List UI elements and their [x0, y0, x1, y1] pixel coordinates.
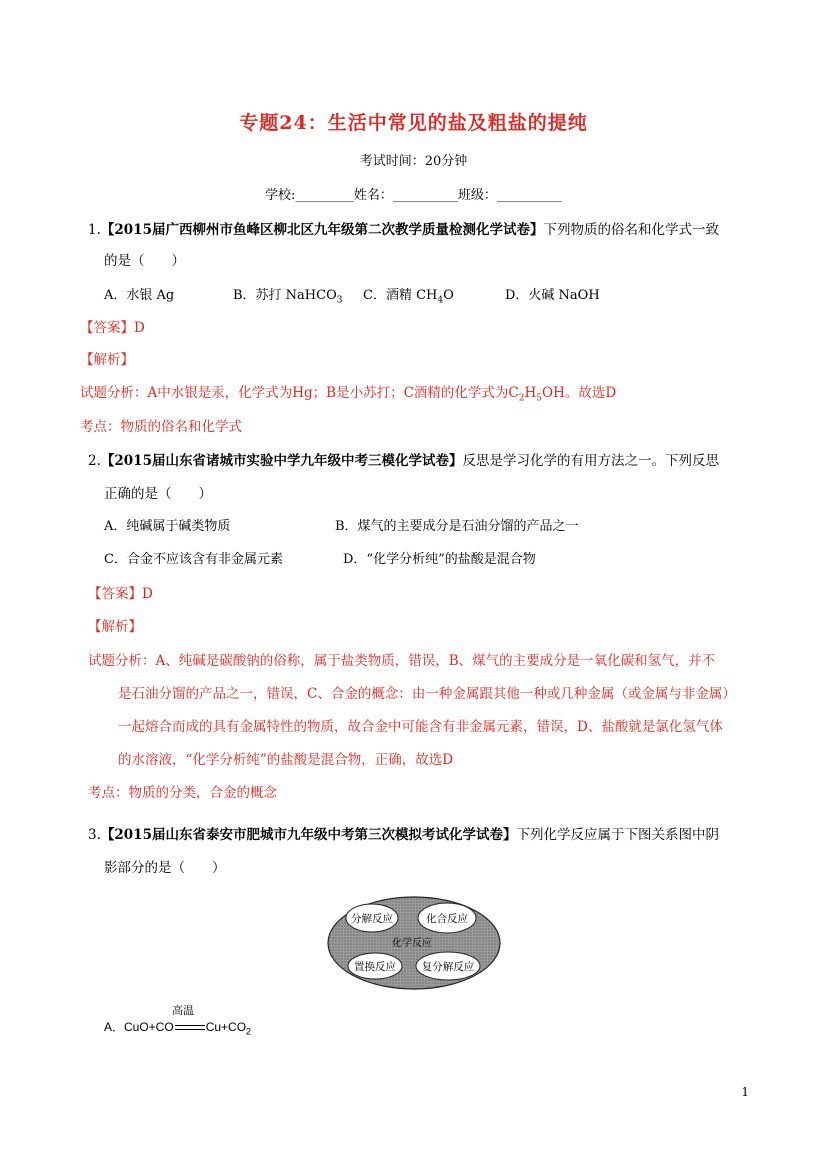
q2-analysis-line-4: 的水溶液，“化学分析纯”的盐酸是混合物，正确，故选D: [118, 752, 454, 768]
equals-sign: [175, 1025, 205, 1030]
q1-option-a: A．水银 Ag: [104, 288, 175, 303]
reaction-relationship-diagram: [326, 895, 502, 991]
exam-time: 考试时间：20分钟: [359, 154, 468, 169]
diagram-label-bottom-left: 置换反应: [354, 961, 396, 973]
q2-option-b: B．煤气的主要成分是石油分馏的产品之一: [335, 519, 579, 534]
question-1-line-2: 的是（ ）: [104, 253, 185, 269]
q2-knowledge-point: 考点：物质的分类，合金的概念: [88, 785, 277, 801]
q2-analysis-line-1: 试题分析：A、纯碱是碳酸钠的俗称，属于盐类物质，错误，B、煤气的主要成分是一氧化碳和氢气，并不: [88, 653, 716, 669]
question-number: 1.: [88, 222, 101, 238]
q2-option-c: C．合金不应该含有非金属元素: [104, 552, 283, 567]
q1-analysis: 试题分析：A中水银是汞，化学式为Hg；B是小苏打；C酒精的化学式为$C_2H_5OH$。故选D: [80, 385, 617, 404]
question-3-line-1: [88, 823, 719, 843]
page-title: 专题24：生活中常见的盐及粗盐的提纯: [239, 112, 588, 134]
q2-option-d: D．“化学分析纯”的盐酸是混合物: [343, 552, 536, 567]
question-3-line-2: 影部分的是（ ）: [104, 860, 226, 876]
q1-option-b: B．苏打 NaHCO$_3$: [233, 288, 343, 306]
question-stem: 反思是学习化学的有用方法之一。下列反思: [462, 453, 719, 469]
diagram-label-bottom-right: 复分解反应: [421, 961, 475, 973]
question-1-line-1: [88, 218, 719, 238]
page-number: 1: [741, 1085, 749, 1099]
question-source: 【2015届广西柳州市鱼峰区柳北区九年级第二次教学质量检测化学试卷】: [100, 222, 544, 238]
school-name-class-line: 学校:_________姓名：__________班级：__________: [265, 188, 562, 203]
q2-analysis-line-3: 一起熔合而成的具有金属特性的物质，故合金中可能含有非金属元素，错误，D、盐酸就是氯化氢气体: [118, 719, 723, 735]
q3-option-a: A．CuO+CO $Cu+CO_2$: [104, 1020, 252, 1037]
q1-answer: 【答案】D: [80, 320, 145, 336]
q1-option-c: C．酒精 $CH_4O$: [363, 288, 454, 306]
question-stem: 下列物质的俗名和化学式一致: [543, 222, 719, 238]
q2-analysis-line-2: 是石油分馏的产品之一，错误，C、合金的概念：由一种金属跟其他一种或几种金属（或金属与非金属）: [118, 686, 736, 702]
question-source: 【2015届山东省泰安市肥城市九年级中考第三次模拟考试化学试卷】: [100, 827, 517, 843]
q1-option-d: D．火碱 NaOH: [505, 288, 600, 303]
q2-answer: 【答案】D: [88, 586, 153, 602]
diagram-label-top-left: 分解反应: [351, 913, 393, 925]
diagram-label-top-right: 化合反应: [426, 913, 468, 925]
q1-knowledge-point: 考点：物质的俗名和化学式: [80, 419, 242, 435]
reaction-condition: 高温: [172, 1005, 194, 1017]
question-number: 3.: [88, 827, 101, 843]
diagram-label-center: 化学反应: [392, 938, 432, 949]
question-2-line-2: 正确的是（ ）: [104, 486, 212, 502]
question-source: 【2015届山东省诸城市实验中学九年级中考三模化学试卷】: [100, 453, 463, 469]
question-2-line-1: [88, 449, 719, 469]
q2-analysis-label: 【解析】: [88, 619, 142, 635]
q2-option-a: A．纯碱属于碱类物质: [104, 519, 231, 534]
q1-analysis-label: 【解析】: [80, 352, 134, 368]
question-stem: 下列化学反应属于下图关系图中阴: [516, 827, 719, 843]
question-number: 2.: [88, 453, 101, 469]
